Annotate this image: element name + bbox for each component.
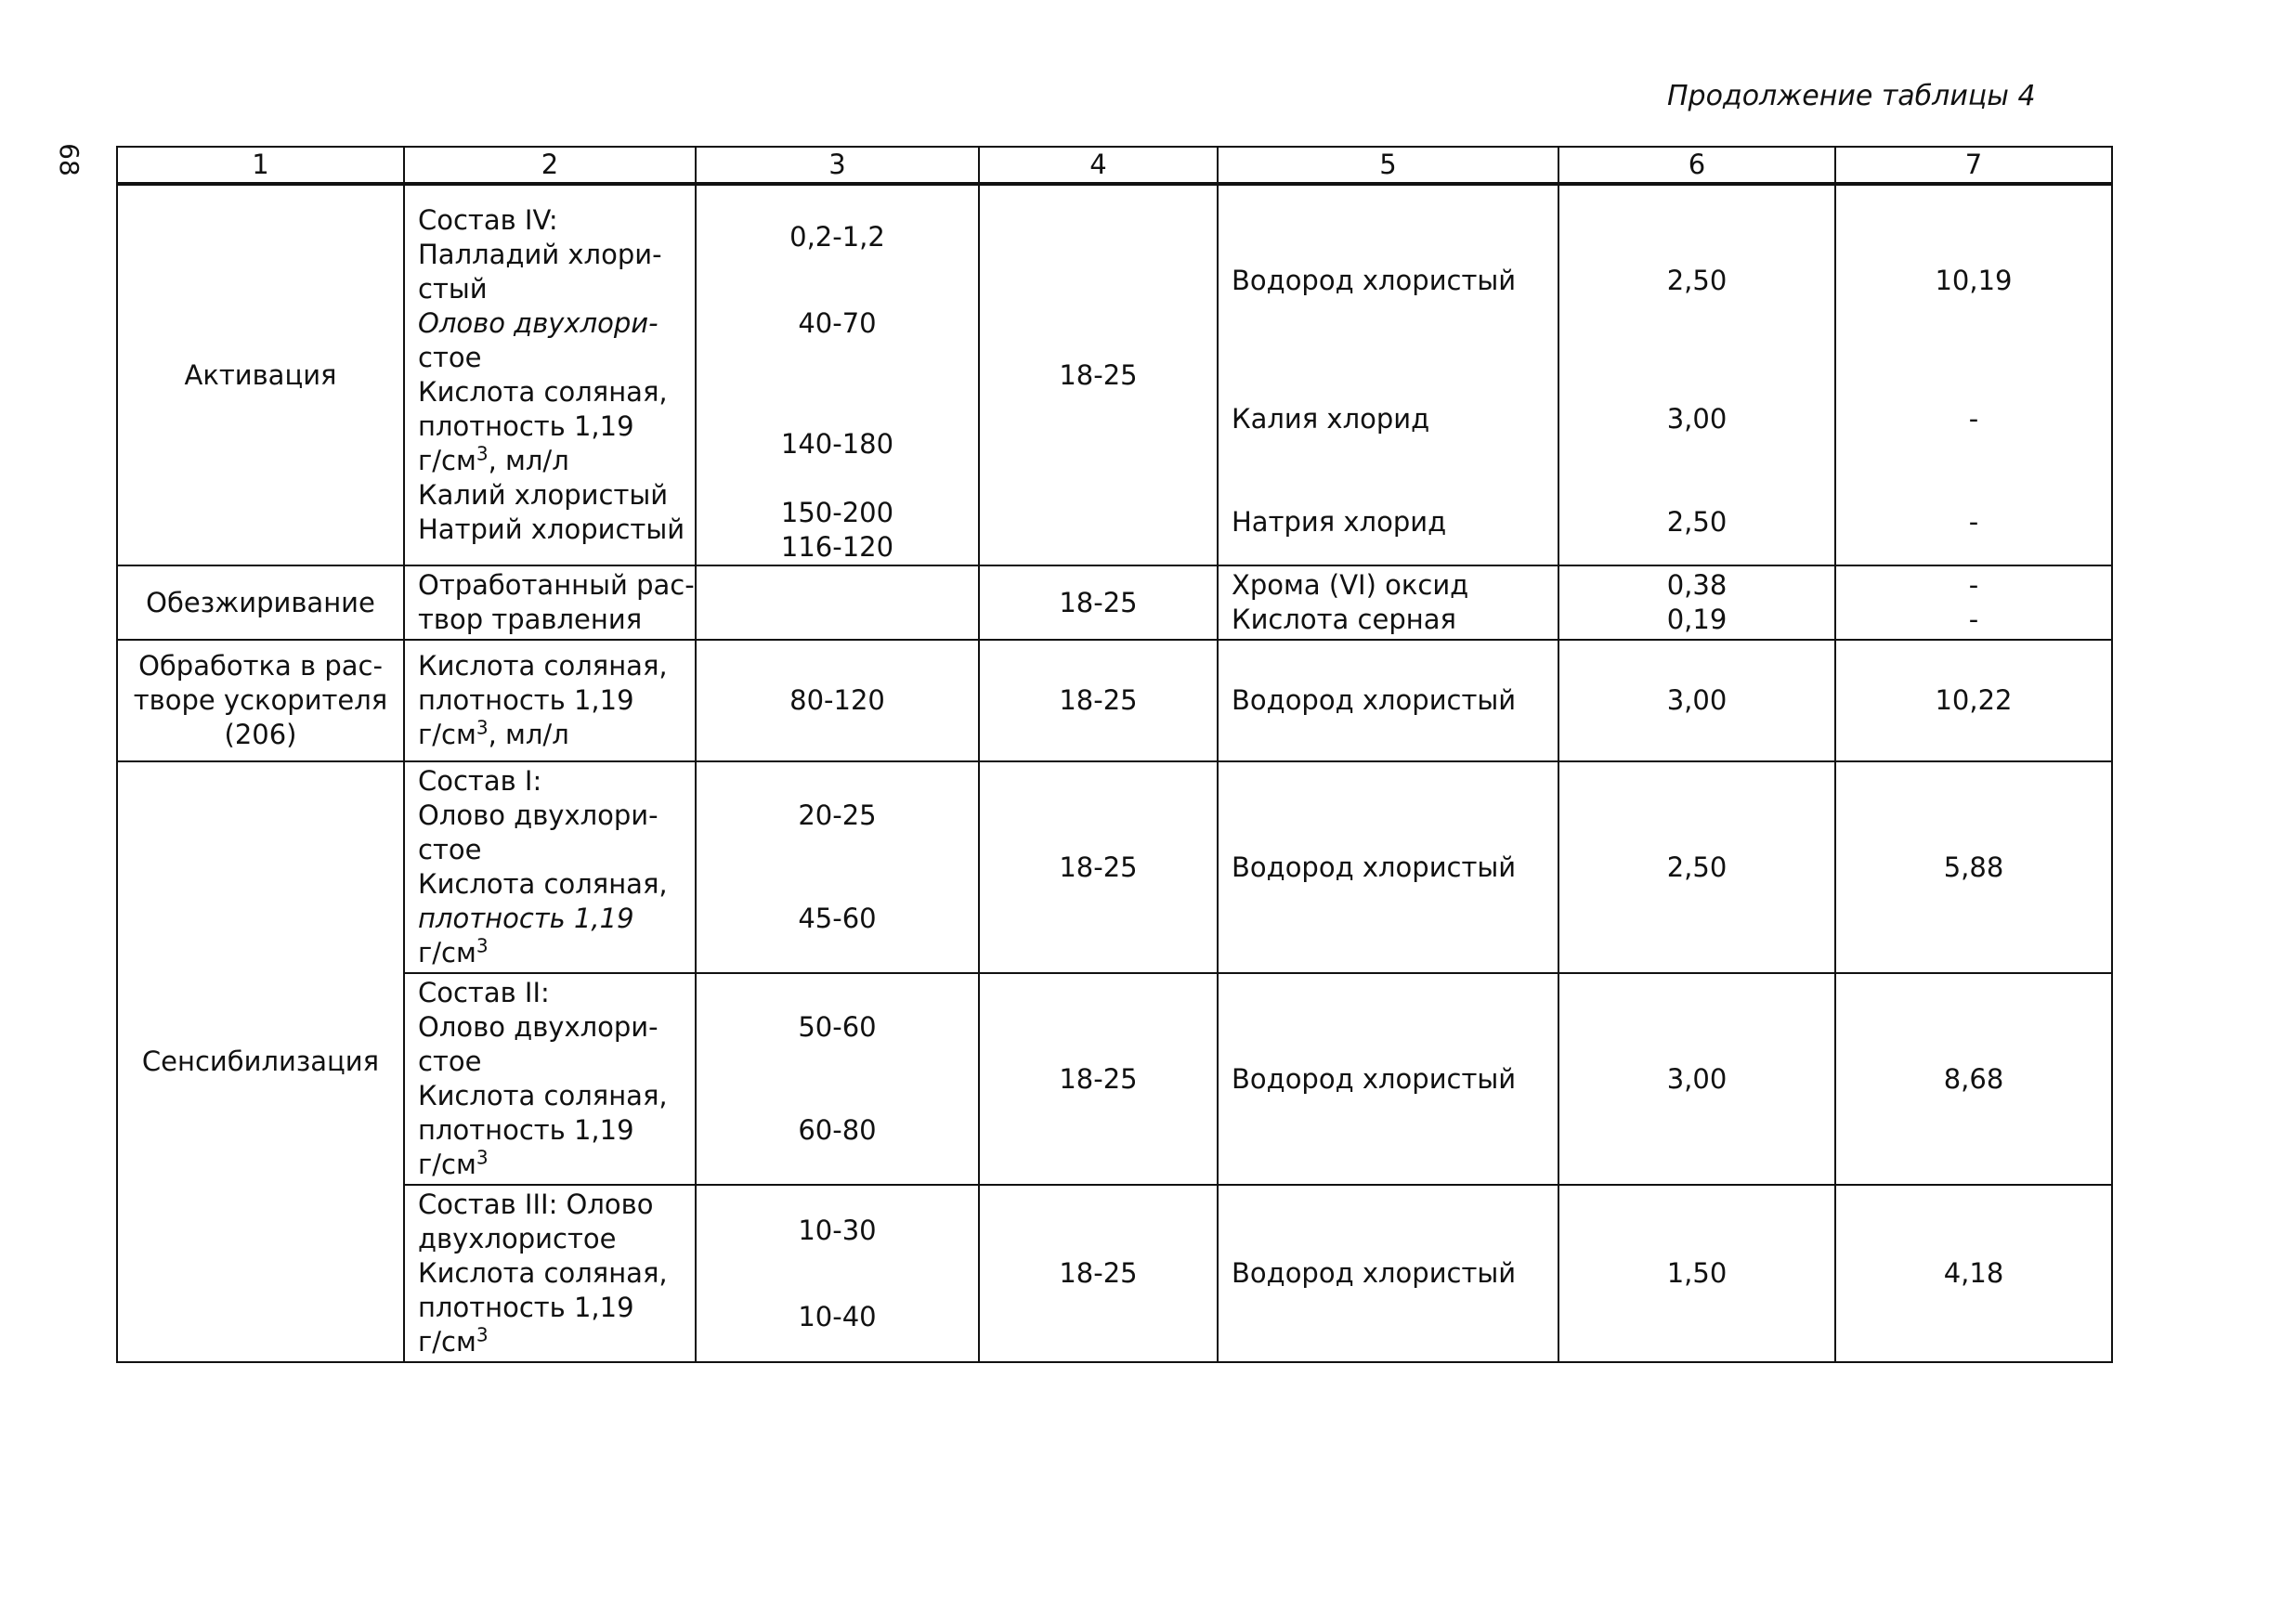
table-row: [117, 565, 2112, 640]
value-cell: 3,00: [1558, 640, 1835, 761]
concentration-cell: [696, 184, 979, 565]
operation-cell: Обезжиривание: [117, 565, 404, 640]
temperature-cell: 18-25: [979, 973, 1218, 1185]
composition-line: Состав IV:: [418, 204, 558, 236]
value-cell: [1558, 565, 1835, 640]
col-header-5: 5: [1218, 147, 1558, 184]
composition-line: $г/см^3$: [418, 1323, 489, 1358]
value-cell: 2,50: [1558, 761, 1835, 973]
composition-cell: [404, 640, 696, 761]
substance-name: Кислота серная: [1232, 604, 1456, 635]
concentration-value: 10-30: [798, 1214, 877, 1246]
value-cell: [1558, 184, 1835, 565]
concentration-value: 0,2-1,2: [789, 221, 885, 253]
value: 0,38: [1666, 569, 1728, 601]
composition-cell: [404, 973, 696, 1185]
table-row: [117, 640, 2112, 761]
value-cell: 8,68: [1835, 973, 2112, 1185]
composition-line: $г/см^3$: [418, 1146, 489, 1180]
value: 3,00: [1666, 402, 1728, 435]
col-header-4: 4: [979, 147, 1218, 184]
composition-line: Кислота соляная,: [418, 650, 668, 682]
composition-line: Олово двухлори-: [418, 307, 659, 339]
substance-cell: Водород хлористый: [1218, 973, 1558, 1185]
value: -: [1968, 604, 1979, 635]
composition-line: стый: [418, 273, 488, 305]
value-cell: 10,22: [1835, 640, 2112, 761]
concentration-cell: [696, 565, 979, 640]
composition-line: плотность 1,19: [418, 903, 634, 934]
operation-cell: [117, 640, 404, 761]
composition-line: Олово двухлори-: [418, 1011, 659, 1043]
operation-line: Обработка в рас-: [138, 650, 383, 682]
substance-cell: [1218, 565, 1558, 640]
substance-cell: Водород хлористый: [1218, 640, 1558, 761]
composition-line: двухлористое: [418, 1223, 617, 1254]
composition-line: $г/см^3$, мл/л: [418, 716, 569, 750]
value-cell: 1,50: [1558, 1185, 1835, 1362]
temperature-cell: 18-25: [979, 761, 1218, 973]
composition-line: плотность 1,19: [418, 1114, 634, 1146]
value: 2,50: [1666, 264, 1728, 296]
col-header-1: 1: [117, 147, 404, 184]
page-number: 68: [54, 143, 85, 176]
table-continuation-caption: Продолжение таблицы 4: [1667, 80, 2036, 112]
col-header-6: 6: [1558, 147, 1835, 184]
concentration-value: 40-70: [798, 307, 877, 339]
substance-name: Хрома (VI) оксид: [1232, 569, 1469, 601]
composition-line: плотность 1,19: [418, 1292, 634, 1323]
substance-name: Натрия хлорид: [1232, 505, 1447, 538]
concentration-value: 140-180: [780, 428, 894, 460]
temperature-cell: 18-25: [979, 184, 1218, 565]
concentration-value: 10-40: [798, 1300, 877, 1332]
substance-cell: [1218, 184, 1558, 565]
substance-cell: Водород хлористый: [1218, 1185, 1558, 1362]
table-row: [117, 184, 2112, 565]
concentration-cell: [696, 761, 979, 973]
composition-line: Отработанный рас-: [418, 569, 695, 601]
composition-line: стое: [418, 1046, 482, 1077]
composition-line: стое: [418, 342, 482, 373]
concentration-cell: [696, 1185, 979, 1362]
operation-cell: Сенсибилизация: [117, 761, 404, 1362]
value: -: [1968, 505, 1979, 538]
composition-cell: [404, 1185, 696, 1362]
substance-name: Калия хлорид: [1232, 402, 1430, 435]
composition-line: стое: [418, 834, 482, 865]
col-header-3: 3: [696, 147, 979, 184]
composition-line: Олово двухлори-: [418, 799, 659, 831]
value-cell: 3,00: [1558, 973, 1835, 1185]
composition-cell: [404, 565, 696, 640]
composition-line: Состав II:: [418, 977, 550, 1008]
operation-line: творе ускорителя: [133, 684, 388, 716]
composition-line: $г/см^3$, мл/л: [418, 442, 569, 476]
concentration-value: 116-120: [780, 531, 894, 563]
value: -: [1968, 569, 1979, 601]
composition-line: Состав III: Олово: [418, 1189, 654, 1220]
concentration-value: 150-200: [780, 497, 894, 528]
composition-line: Кислота соляная,: [418, 376, 668, 408]
value: -: [1968, 402, 1979, 435]
substance-cell: Водород хлористый: [1218, 761, 1558, 973]
composition-cell: [404, 761, 696, 973]
operation-line: (206): [224, 719, 297, 750]
composition-line: Калий хлористый: [418, 479, 669, 511]
composition-line: Кислота соляная,: [418, 868, 668, 900]
composition-line: Палладий хлори-: [418, 239, 662, 270]
composition-line: твор травления: [418, 604, 643, 635]
composition-line: плотность 1,19: [418, 684, 634, 716]
concentration-value: 20-25: [798, 799, 877, 831]
table-header-row: [117, 147, 2112, 184]
value-cell: [1835, 184, 2112, 565]
composition-line: Натрий хлористый: [418, 513, 685, 545]
value-cell: [1835, 565, 2112, 640]
col-header-7: 7: [1835, 147, 2112, 184]
table-row: [117, 761, 2112, 973]
temperature-cell: 18-25: [979, 565, 1218, 640]
composition-line: $г/см^3$: [418, 934, 489, 968]
value: 0,19: [1666, 604, 1728, 635]
composition-cell: [404, 184, 696, 565]
concentration-cell: 80-120: [696, 640, 979, 761]
table-row: [117, 1185, 2112, 1362]
composition-line: Кислота соляная,: [418, 1257, 668, 1289]
substance-name: Водород хлористый: [1232, 264, 1517, 296]
composition-line: Состав I:: [418, 765, 542, 797]
col-header-2: 2: [404, 147, 696, 184]
composition-line: Кислота соляная,: [418, 1080, 668, 1111]
concentration-value: 60-80: [798, 1114, 877, 1146]
value: 2,50: [1666, 505, 1728, 538]
concentration-value: 45-60: [798, 903, 877, 934]
temperature-cell: 18-25: [979, 1185, 1218, 1362]
value: 10,19: [1935, 264, 2013, 296]
composition-line: плотность 1,19: [418, 410, 634, 442]
concentration-cell: [696, 973, 979, 1185]
operation-cell: Активация: [117, 184, 404, 565]
value-cell: 5,88: [1835, 761, 2112, 973]
temperature-cell: 18-25: [979, 640, 1218, 761]
data-table: [116, 146, 2113, 1363]
concentration-value: 50-60: [798, 1011, 877, 1043]
table-row: [117, 973, 2112, 1185]
value-cell: 4,18: [1835, 1185, 2112, 1362]
